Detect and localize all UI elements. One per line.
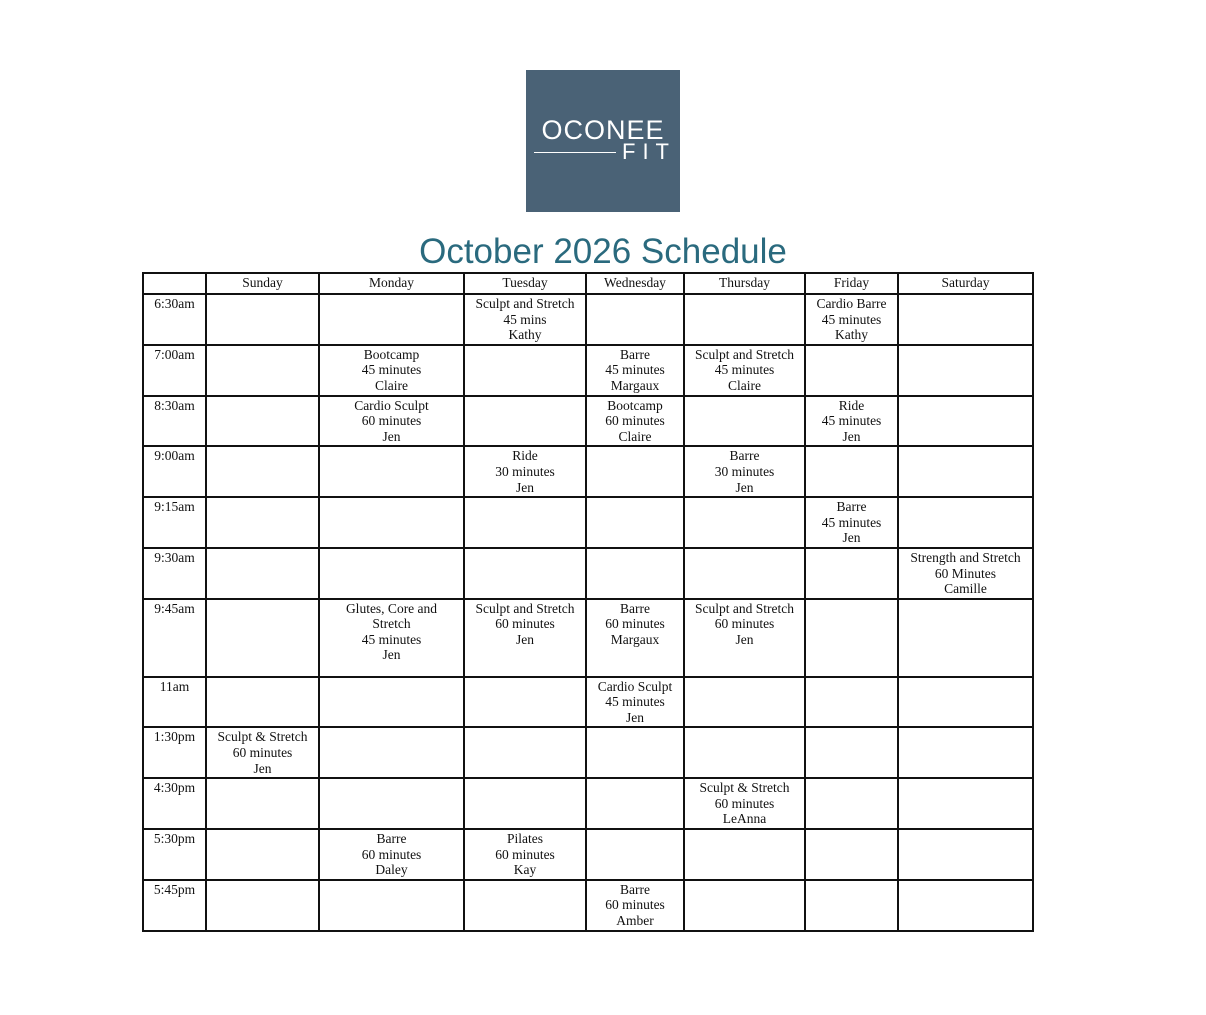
schedule-row [143, 677, 1033, 728]
empty-cell [319, 446, 464, 497]
schedule-row [143, 396, 1033, 447]
empty-cell [586, 548, 684, 599]
class-detail: Claire [728, 377, 761, 393]
schedule-row [143, 599, 1033, 677]
time-slot-label: 9:15am [143, 497, 206, 548]
class-name: Sculpt & Stretch [699, 780, 790, 796]
class-name: Barre [620, 346, 650, 362]
class-detail: 45 minutes [714, 362, 775, 378]
empty-cell [206, 829, 319, 880]
class-detail: Kathy [835, 327, 868, 343]
time-slot-label: 9:00am [143, 446, 206, 497]
class-detail: Claire [375, 377, 408, 393]
time-slot-label: 7:00am [143, 345, 206, 396]
empty-cell [206, 497, 319, 548]
class-detail: 60 minutes [714, 795, 775, 811]
header-day: Monday [319, 273, 464, 294]
empty-cell [805, 446, 898, 497]
class-name: Ride [838, 397, 865, 413]
empty-cell [319, 880, 464, 931]
empty-cell [805, 727, 898, 778]
empty-cell [898, 829, 1033, 880]
empty-cell [464, 396, 586, 447]
class-detail: 45 minutes [361, 362, 422, 378]
empty-cell [898, 396, 1033, 447]
time-slot-label: 11am [143, 677, 206, 728]
schedule-row [143, 497, 1033, 548]
empty-cell [464, 778, 586, 829]
empty-cell [464, 880, 586, 931]
class-name: Sculpt and Stretch [475, 600, 575, 616]
empty-cell [464, 677, 586, 728]
class-detail: 30 minutes [495, 463, 555, 479]
time-slot-label: 9:45am [143, 599, 206, 677]
class-name: Bootcamp [607, 397, 663, 413]
class-cell [586, 599, 684, 677]
class-detail: Jen [382, 428, 401, 444]
empty-cell [898, 599, 1033, 677]
class-detail: Jen [842, 428, 861, 444]
class-detail: Jen [516, 631, 534, 647]
class-cell [805, 294, 898, 345]
header-time-corner [143, 273, 206, 294]
class-cell [684, 345, 805, 396]
class-name: Bootcamp [363, 346, 420, 362]
empty-cell [206, 294, 319, 345]
empty-cell [319, 548, 464, 599]
time-slot-label: 5:30pm [143, 829, 206, 880]
class-name: Barre [620, 881, 650, 897]
empty-cell [805, 880, 898, 931]
logo-wordmark-fit: FIT [622, 139, 676, 164]
class-name: Ride [512, 448, 538, 464]
empty-cell [684, 829, 805, 880]
class-detail: 60 minutes [495, 616, 555, 632]
class-detail: 60 minutes [495, 846, 555, 862]
class-cell [464, 599, 586, 677]
empty-cell [898, 677, 1033, 728]
class-detail: LeAnna [722, 811, 767, 827]
class-detail: 60 Minutes [934, 565, 997, 581]
empty-cell [586, 778, 684, 829]
class-name: Cardio Sculpt [597, 678, 673, 694]
class-detail: 45 minutes [821, 311, 882, 327]
class-name: Barre [620, 600, 650, 616]
class-detail: 45 minutes [605, 362, 665, 378]
class-cell [319, 599, 464, 677]
class-detail: 60 minutes [605, 616, 665, 632]
class-cell [586, 345, 684, 396]
empty-cell [586, 497, 684, 548]
empty-cell [586, 829, 684, 880]
empty-cell [898, 446, 1033, 497]
empty-cell [464, 497, 586, 548]
empty-cell [319, 727, 464, 778]
class-cell [206, 727, 319, 778]
empty-cell [805, 548, 898, 599]
empty-cell [206, 599, 319, 677]
class-detail: 60 minutes [361, 413, 422, 429]
class-name: Barre [836, 499, 867, 515]
time-slot-label: 9:30am [143, 548, 206, 599]
class-name: Pilates [507, 831, 543, 847]
class-detail: Jen [253, 760, 272, 776]
class-detail: 45 minutes [605, 694, 665, 710]
class-detail: 60 minutes [605, 413, 665, 429]
class-cell [684, 599, 805, 677]
class-name: Cardio Barre [816, 296, 887, 311]
class-detail: Jen [382, 647, 401, 663]
class-detail: 30 minutes [714, 463, 775, 479]
empty-cell [464, 727, 586, 778]
header-day: Tuesday [464, 273, 586, 294]
class-detail: Claire [618, 428, 652, 444]
class-cell [805, 497, 898, 548]
class-name: Sculpt and Stretch [695, 346, 794, 362]
class-detail: 60 minutes [714, 616, 775, 632]
class-name: Sculpt and Stretch [695, 600, 794, 616]
class-cell [805, 396, 898, 447]
schedule-row [143, 829, 1033, 880]
time-slot-label: 5:45pm [143, 880, 206, 931]
class-cell [684, 778, 805, 829]
empty-cell [684, 294, 805, 345]
header-day: Wednesday [586, 273, 684, 294]
class-cell [464, 446, 586, 497]
class-detail: Margaux [610, 631, 660, 647]
class-cell [464, 829, 586, 880]
class-name: Strength and Stretch [910, 549, 1021, 565]
header-day: Thursday [684, 273, 805, 294]
empty-cell [319, 497, 464, 548]
empty-cell [586, 446, 684, 497]
empty-cell [684, 727, 805, 778]
empty-cell [805, 778, 898, 829]
empty-cell [684, 880, 805, 931]
oconee-fit-logo [526, 70, 680, 212]
class-name: Sculpt & Stretch [217, 729, 308, 745]
class-cell [319, 345, 464, 396]
empty-cell [898, 880, 1033, 931]
empty-cell [586, 294, 684, 345]
class-cell [586, 880, 684, 931]
class-name: Sculpt and Stretch [475, 296, 575, 311]
schedule-row [143, 727, 1033, 778]
time-slot-label: 8:30am [143, 396, 206, 447]
class-name: Barre [729, 448, 760, 464]
class-detail: Margaux [610, 377, 660, 393]
header-day: Sunday [206, 273, 319, 294]
empty-cell [206, 880, 319, 931]
logo-divider [534, 152, 616, 153]
empty-cell [206, 446, 319, 497]
class-detail: Jen [842, 530, 861, 546]
empty-cell [319, 294, 464, 345]
empty-cell [684, 497, 805, 548]
class-detail: 45 minutes [821, 413, 882, 429]
empty-cell [319, 778, 464, 829]
class-detail: Kay [513, 862, 537, 878]
class-detail: 60 minutes [232, 745, 293, 761]
empty-cell [319, 677, 464, 728]
class-detail: Kathy [508, 327, 542, 343]
class-detail: Jen [735, 631, 754, 647]
schedule-row [143, 345, 1033, 396]
empty-cell [898, 345, 1033, 396]
empty-cell [805, 599, 898, 677]
empty-cell [898, 778, 1033, 829]
class-detail: Camille [944, 581, 987, 597]
class-detail: 60 minutes [605, 897, 665, 913]
header-day: Saturday [898, 273, 1033, 294]
schedule-row [143, 446, 1033, 497]
class-cell [319, 396, 464, 447]
empty-cell [684, 677, 805, 728]
schedule-row [143, 548, 1033, 599]
class-cell [684, 446, 805, 497]
empty-cell [684, 396, 805, 447]
empty-cell [805, 345, 898, 396]
schedule-row [143, 778, 1033, 829]
empty-cell [805, 829, 898, 880]
class-name: Cardio Sculpt [354, 397, 429, 413]
time-slot-label: 1:30pm [143, 727, 206, 778]
class-detail: 45 mins [503, 311, 547, 327]
class-cell [464, 294, 586, 345]
class-detail: Jen [626, 709, 644, 725]
empty-cell [684, 548, 805, 599]
page-title: October 2026 Schedule [419, 232, 787, 271]
class-cell [586, 677, 684, 728]
schedule-table [142, 272, 1034, 932]
class-detail: Jen [735, 479, 754, 495]
class-name: Barre [376, 831, 407, 847]
class-detail: 45 minutes [361, 631, 422, 647]
schedule-row [143, 294, 1033, 345]
class-detail: 45 minutes [821, 514, 882, 530]
empty-cell [898, 497, 1033, 548]
empty-cell [206, 677, 319, 728]
header-row [143, 273, 1033, 294]
class-detail: 60 minutes [361, 846, 422, 862]
header-day: Friday [805, 273, 898, 294]
empty-cell [206, 345, 319, 396]
schedule-row [143, 880, 1033, 931]
empty-cell [206, 778, 319, 829]
empty-cell [586, 727, 684, 778]
empty-cell [805, 677, 898, 728]
empty-cell [464, 345, 586, 396]
logo-wordmark-oconee: OCONEE [541, 115, 665, 145]
empty-cell [898, 727, 1033, 778]
empty-cell [206, 548, 319, 599]
empty-cell [206, 396, 319, 447]
class-detail: Daley [375, 862, 408, 878]
class-cell [586, 396, 684, 447]
empty-cell [898, 294, 1033, 345]
class-detail: Jen [516, 479, 534, 495]
class-detail: Stretch [372, 616, 411, 632]
schedule-body [143, 294, 1033, 931]
class-cell [319, 829, 464, 880]
class-cell [898, 548, 1033, 599]
empty-cell [464, 548, 586, 599]
class-detail: Amber [616, 913, 654, 928]
time-slot-label: 6:30am [143, 294, 206, 345]
class-name: Glutes, Core and [345, 600, 438, 616]
time-slot-label: 4:30pm [143, 778, 206, 829]
